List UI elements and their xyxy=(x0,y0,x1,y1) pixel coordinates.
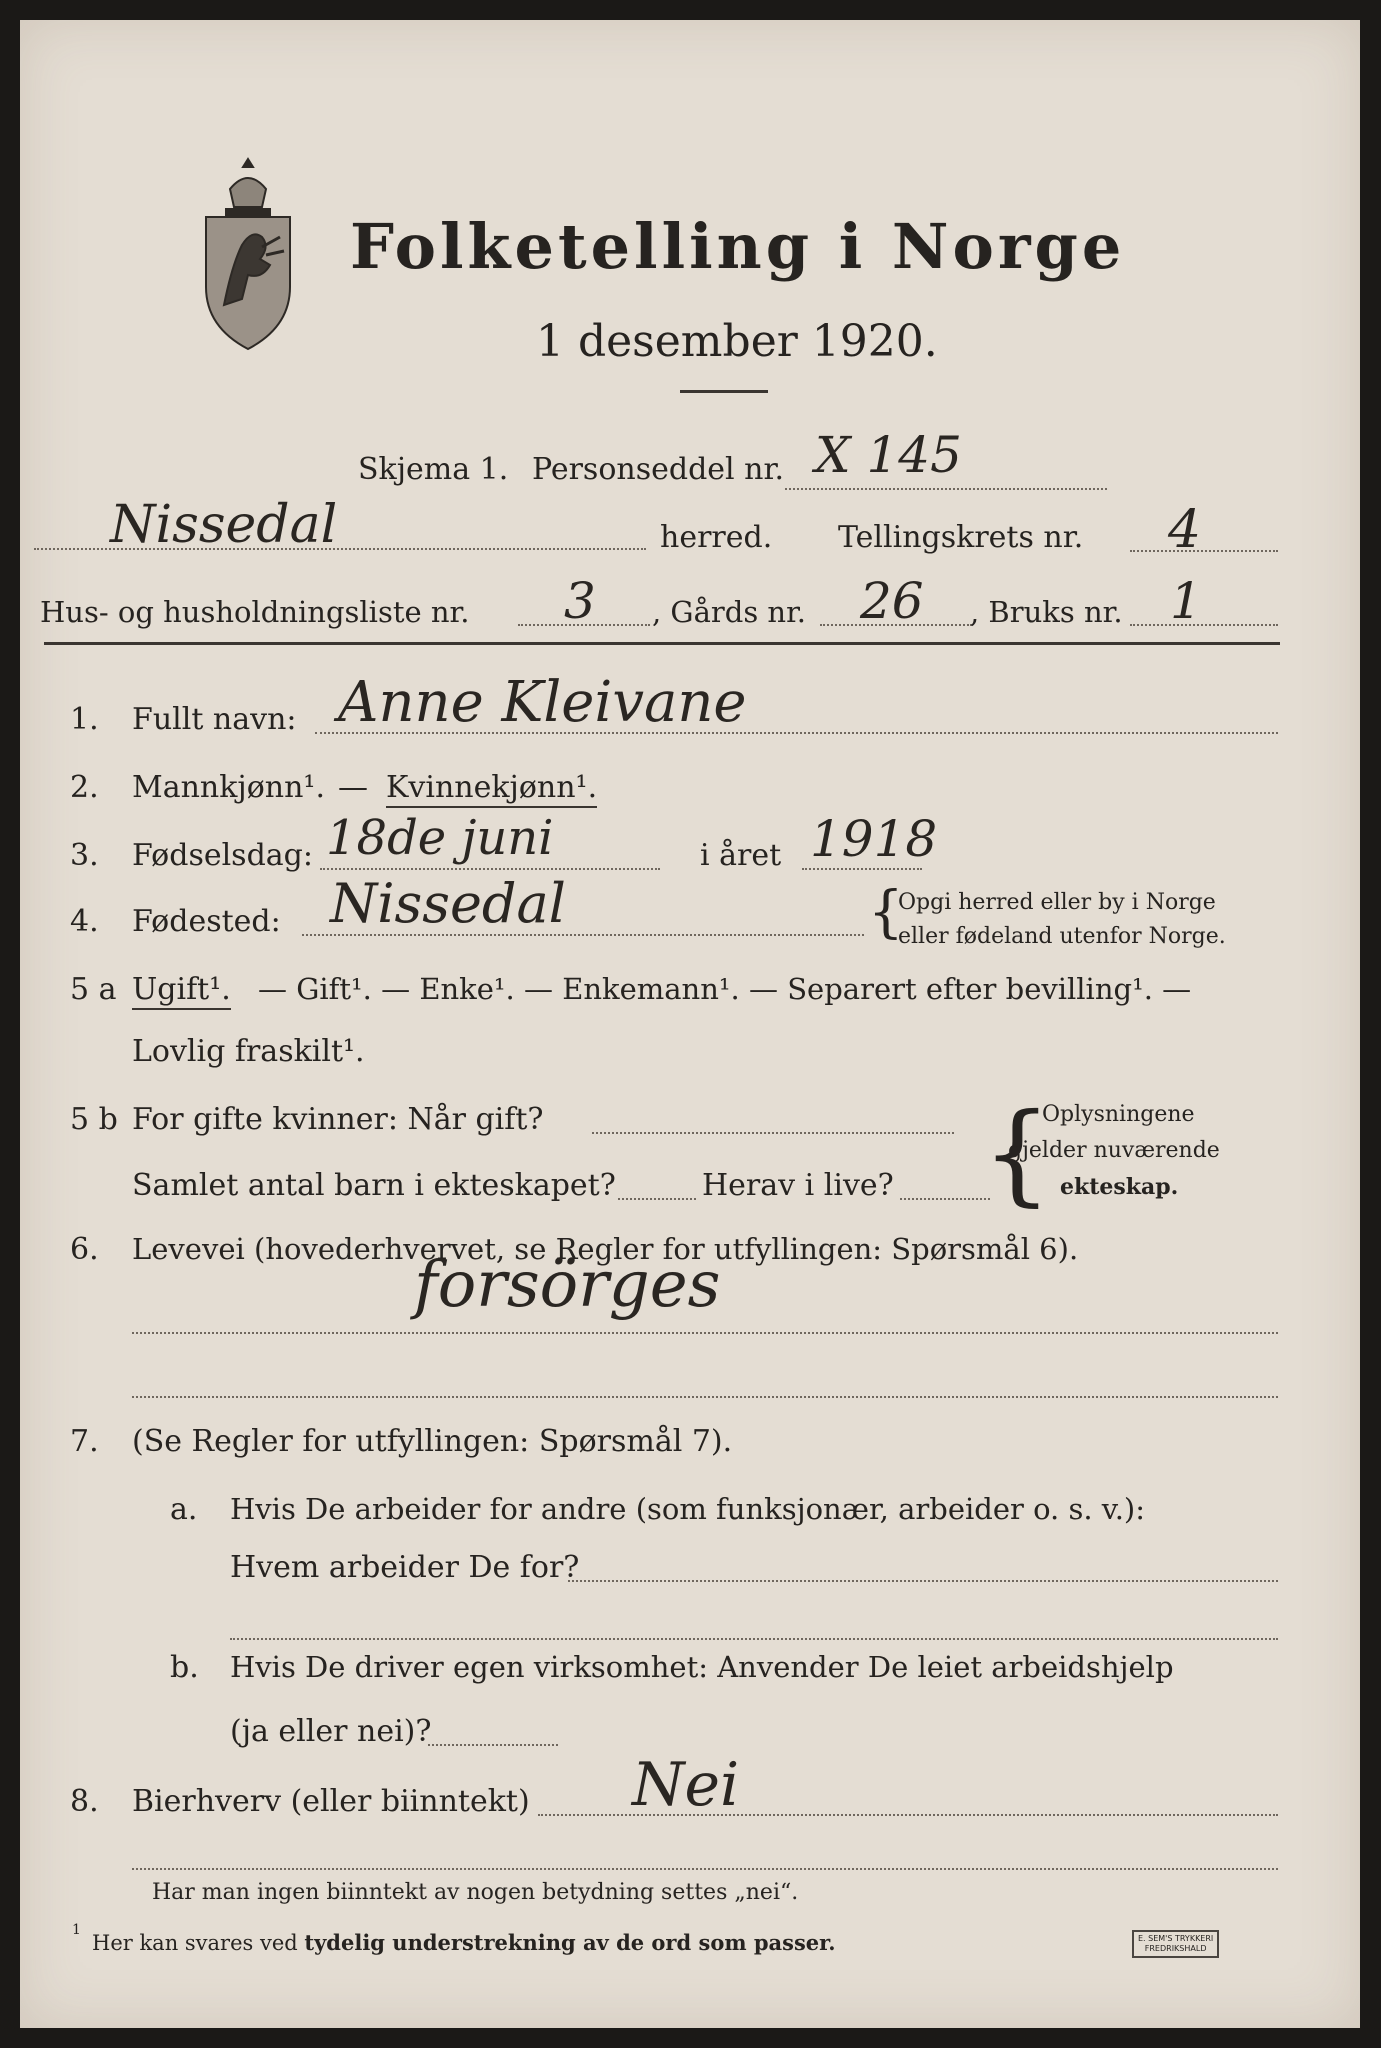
q7-label: (Se Regler for utfyllingen: Spørsmål 7). xyxy=(132,1424,733,1459)
q3-birthyear-value: 1918 xyxy=(810,810,938,868)
q5a-line2: Lovlig fraskilt¹. xyxy=(132,1034,365,1069)
personseddel-label: Personseddel nr. xyxy=(532,452,785,487)
footnote-text xyxy=(92,1930,836,1955)
herred-label: herred. xyxy=(660,520,773,555)
q4-birthplace-value: Nissedal xyxy=(330,872,566,935)
q4-note-line2: eller fødeland utenfor Norge. xyxy=(898,924,1226,949)
q2-dash: — xyxy=(338,770,368,805)
q3-birthdate-value: 18de juni xyxy=(326,810,554,866)
printer-stamp-line1: E. SEM'S TRYKKERI xyxy=(1138,1934,1214,1943)
q2-mannkjonn: Mannkjønn¹. xyxy=(132,770,325,805)
q3-date-dotted-line xyxy=(320,868,660,870)
q5b-number: 5 b xyxy=(70,1102,118,1137)
form-title: Folketelling i Norge xyxy=(350,210,1126,283)
bruks-dotted-line xyxy=(1130,624,1278,626)
q8-label: Bierhverv (eller biinntekt) xyxy=(132,1784,530,1819)
q5b-label1: For gifte kvinner: Når gift? xyxy=(132,1102,544,1137)
q5b-note-line2: gjelder nuværende xyxy=(1008,1138,1220,1163)
q5b-note-line1: Oplysningene xyxy=(1042,1102,1195,1127)
q6-dotted-line-1 xyxy=(132,1332,1278,1334)
q5b-label3: Herav i live? xyxy=(702,1168,894,1203)
q5b-brace: { xyxy=(982,1089,1052,1217)
q6-label: Levevei (hovederhvervet, se Regler for utfyllingen: Spørsmål 6). xyxy=(132,1232,1079,1266)
q5b-alive-dotted-line xyxy=(900,1198,990,1200)
q5a-ugift-underlined: Ugift¹. xyxy=(132,972,231,1010)
q4-note-line1: Opgi herred eller by i Norge xyxy=(898,890,1216,915)
footnote-plain: Her kan svares ved xyxy=(92,1931,298,1955)
q7b-line2: (ja eller nei)? xyxy=(230,1714,432,1749)
q6-dotted-line-2 xyxy=(132,1396,1278,1398)
census-form xyxy=(20,20,1360,2028)
q1-label: Fullt navn: xyxy=(132,702,297,737)
tellingskrets-dotted-line xyxy=(1130,550,1278,552)
personseddel-value: X 145 xyxy=(815,426,962,484)
hus-value: 3 xyxy=(564,572,596,630)
q7b-dotted-line xyxy=(428,1744,558,1746)
q6-number: 6. xyxy=(70,1232,99,1267)
q3-year-dotted-line xyxy=(802,868,922,870)
q8-number: 8. xyxy=(70,1784,99,1819)
q5b-children-dotted-line xyxy=(618,1198,696,1200)
q7a-number: a. xyxy=(170,1492,198,1527)
footnote-bold: tydelig understrekning av de ord som passer. xyxy=(304,1930,836,1955)
gards-value: 26 xyxy=(860,572,924,630)
q3-label: Fødselsdag: xyxy=(132,838,313,873)
footnote-mark: 1 xyxy=(72,1922,81,1938)
q5a-options: — Gift¹. — Enke¹. — Enkemann¹. — Separert efter bevilling¹. — xyxy=(258,972,1192,1006)
q1-full-name-value: Anne Kleivane xyxy=(338,670,747,735)
q4-label: Fødested: xyxy=(132,904,281,939)
bruks-value: 1 xyxy=(1170,572,1202,630)
q3-number: 3. xyxy=(70,838,99,873)
q5a-number: 5 a xyxy=(70,972,117,1007)
q1-number: 1. xyxy=(70,702,99,737)
q6-occupation-value: forsörges xyxy=(414,1248,721,1322)
herred-value: Nissedal xyxy=(110,495,338,555)
skjema-label: Skjema 1. xyxy=(358,452,509,487)
q7b-number: b. xyxy=(170,1650,199,1685)
footer-note: Har man ingen biinntekt av nogen betydning settes „nei“. xyxy=(152,1880,799,1905)
printer-stamp xyxy=(1132,1930,1219,1958)
tellingskrets-value: 4 xyxy=(1168,500,1202,560)
personseddel-dotted-line xyxy=(785,488,1107,490)
title-divider xyxy=(680,390,768,393)
q2-number: 2. xyxy=(70,770,99,805)
printer-stamp-line2: FREDRIKSHALD xyxy=(1144,1944,1207,1953)
q5b-married-dotted-line xyxy=(592,1132,954,1134)
q2-kvinnekjonn-underlined: Kvinnekjønn¹. xyxy=(386,770,597,808)
tellingskrets-label: Tellingskrets nr. xyxy=(838,520,1084,555)
q5b-note-line3: ekteskap. xyxy=(1060,1174,1179,1200)
q8-dotted-line-2 xyxy=(132,1868,1278,1870)
q3-year-label: i året xyxy=(700,838,782,873)
bruks-label: , Bruks nr. xyxy=(970,595,1123,629)
q7a-line1: Hvis De arbeider for andre (som funksjonær, arbeider o. s. v.): xyxy=(230,1492,1146,1526)
q5b-label2: Samlet antal barn i ekteskapet? xyxy=(132,1168,616,1203)
q7b-line1: Hvis De driver egen virksomhet: Anvender De leiet arbeidshjelp xyxy=(230,1650,1174,1684)
q7a-dotted-line-2 xyxy=(230,1638,1278,1640)
census-date: 1 desember 1920. xyxy=(536,316,938,367)
q4-brace: { xyxy=(868,880,904,945)
q4-number: 4. xyxy=(70,904,99,939)
q7a-line2: Hvem arbeider De for? xyxy=(230,1550,580,1585)
q7a-dotted-line-1 xyxy=(568,1580,1278,1582)
header-divider xyxy=(44,642,1280,645)
gards-label: , Gårds nr. xyxy=(652,595,806,629)
hus-label: Hus- og husholdningsliste nr. xyxy=(40,595,470,629)
q7-number: 7. xyxy=(70,1424,99,1459)
q8-side-income-value: Nei xyxy=(632,1750,740,1820)
coat-of-arms-icon xyxy=(200,155,296,355)
